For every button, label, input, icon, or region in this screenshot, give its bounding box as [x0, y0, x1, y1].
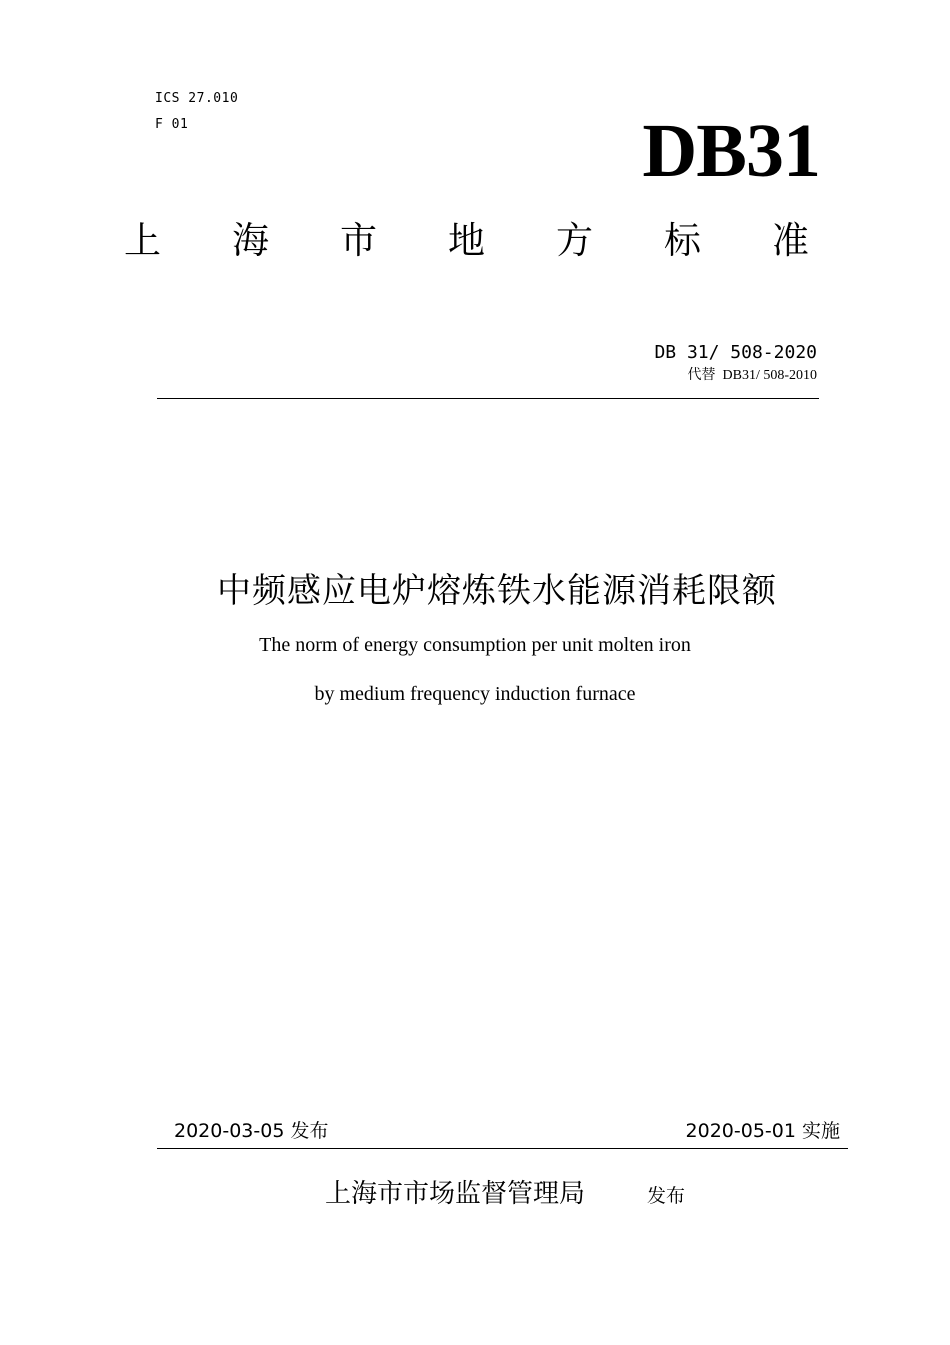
ics-code: ICS 27.010: [155, 91, 239, 106]
issuing-authority: 上海市市场监督管理局: [325, 1179, 586, 1209]
standard-type-char: 地: [448, 219, 485, 262]
title-english-line1: The norm of energy consumption per unit molten iron: [259, 634, 691, 656]
standard-type-char: 准: [772, 219, 809, 262]
implementation-date: 2020-05-01 实施: [685, 1120, 840, 1142]
title-chinese: 中频感应电炉熔炼铁水能源消耗限额: [217, 571, 777, 611]
replaces-line: [688, 368, 818, 383]
issuing-authority-suffix: 发布: [647, 1185, 686, 1207]
ccs-code: F 01: [155, 117, 189, 132]
bottom-divider: [157, 1148, 848, 1149]
standard-type-char: 市: [340, 219, 377, 262]
standard-type-char: 方: [556, 219, 593, 262]
standard-type-heading: [124, 219, 809, 262]
standard-type-char: 上: [124, 219, 161, 262]
db31-logo: DB31: [642, 109, 820, 193]
standard-type-char: 标: [664, 219, 701, 262]
publish-date: 2020-03-05 发布: [174, 1120, 329, 1142]
replaces-label: 代替: [687, 367, 716, 383]
standard-type-char: 海: [232, 219, 269, 262]
replaces-number: DB31/ 508-2010: [722, 368, 817, 383]
standard-number: DB 31/ 508-2020: [654, 342, 817, 363]
top-divider: [157, 398, 819, 399]
title-english-line2: by medium frequency induction furnace: [314, 683, 636, 705]
